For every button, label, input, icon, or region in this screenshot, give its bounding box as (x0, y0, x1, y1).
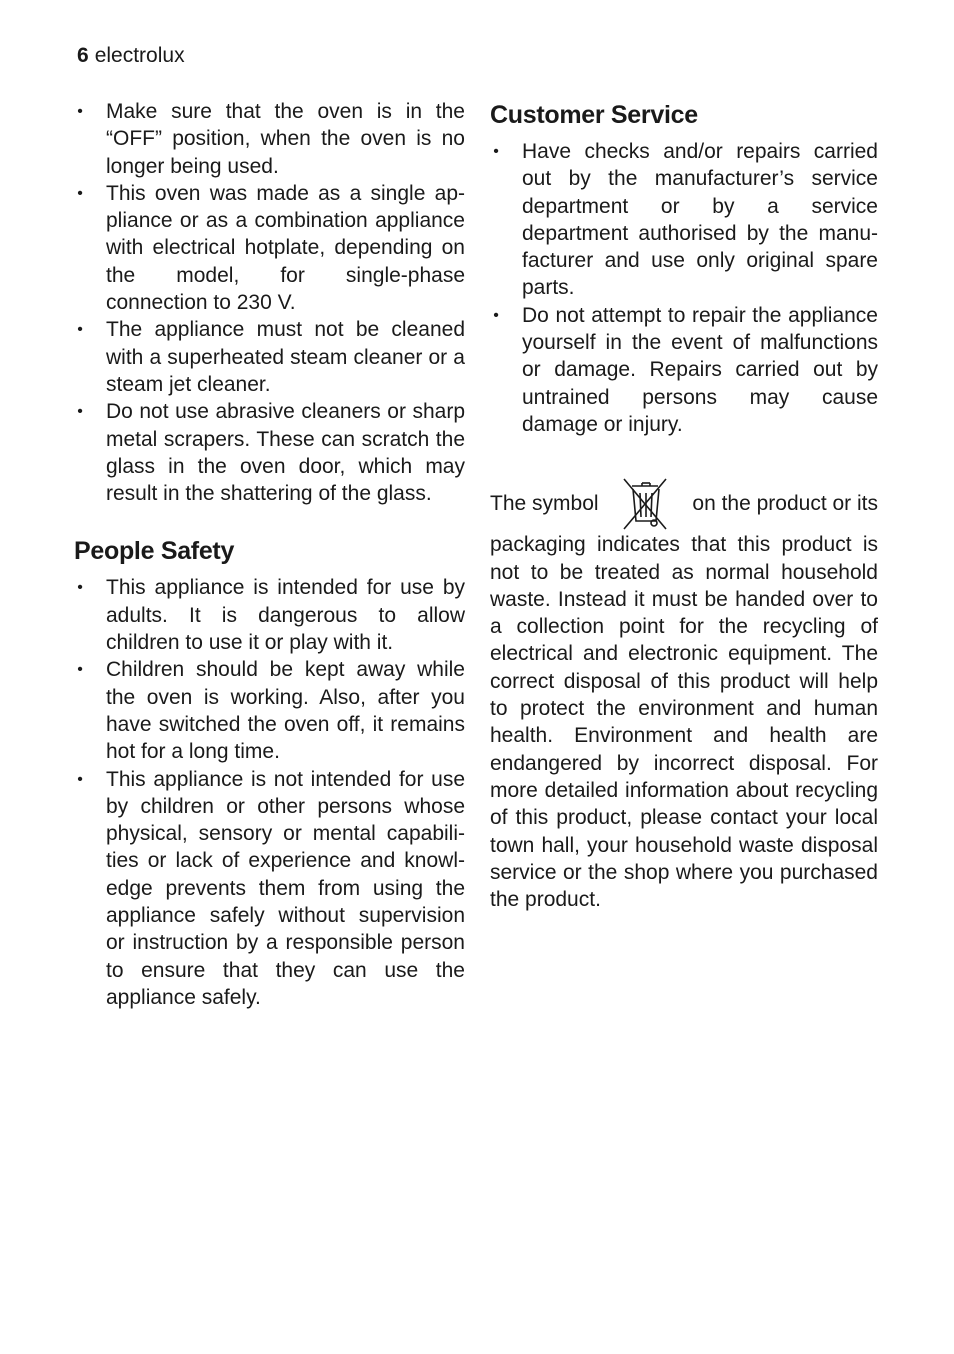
right-column (490, 98, 878, 913)
brand-name: electrolux (94, 44, 185, 67)
symbol-text-after: on the product or its (692, 492, 878, 516)
list-item: • Make sure that the oven is in the “OFF” position, when the oven is no longer being used. (74, 98, 465, 180)
list-item: • Do not attempt to repair the appliance yourself in the event of malfunctions or damage. Repairs carried out by untrained persons may cause damage or injury. (490, 302, 878, 438)
bullet-icon: • (77, 770, 83, 788)
list-item: • This appliance is intended for use by adults. It is dangerous to allow children to use it or play with it. (74, 574, 465, 656)
list-item: • Children should be kept away while the oven is working. Also, after you have switched the oven off, it remains hot for a long time. (74, 656, 465, 765)
bullet-icon: • (493, 306, 499, 324)
bullet-icon: • (77, 103, 83, 120)
list-item: • This oven was made as a single appliance or as a combination appliance with electrical hotplate, depending on the model, for single-phase connection to 230 V. (74, 180, 465, 316)
list-item: • This appliance is not intended for use by children or other persons whose physical, sensory or mental capabilities or lack of experience and knowledge prevents them from using the appliance safely without supervision or instruction by a responsible person to ensure that they can use the appliance safely. (74, 766, 465, 1012)
disposal-symbol-line (490, 477, 878, 531)
bullet-icon: • (77, 579, 83, 597)
customer-service-heading: Customer Service (490, 101, 698, 129)
customer-service-list (490, 138, 878, 438)
page-number: 6 (77, 44, 89, 67)
symbol-text-before: The symbol (490, 492, 599, 516)
people-safety-heading: People Safety (74, 537, 235, 566)
bullet-icon: • (77, 184, 83, 202)
bullet-icon: • (77, 661, 83, 679)
list-item: • The appliance must not be cleaned with a superheated steam cleaner or a steam jet cleaner. (74, 316, 465, 398)
bullet-icon: • (493, 143, 499, 160)
page-header (77, 44, 185, 68)
list-item: • Have checks and/or repairs carried out by the manufacturer’s service department or by a service department authorised by the manufacturer and use only original spare parts. (490, 138, 878, 302)
intro-safety-list (74, 98, 465, 507)
list-item: • Do not use abrasive cleaners or sharp metal scrapers. These can scratch the glass in the oven door, which may result in the shattering of the glass. (74, 398, 465, 507)
people-safety-list (74, 574, 465, 1011)
crossed-out-wheelie-bin-icon (620, 477, 670, 531)
disposal-paragraph: packaging indicates that this product is not to be treated as normal household waste. Instead it must be handed over to a collection point for the recycling of electrical and electronic equipment. The correct disposal of this product will help to protect the environment and human health. Environment and health are endangered by incorrect disposal. For more detailed information about recycling of this product, please contact your local town hall, your household waste disposal service or the shop where you purchased the product. (490, 533, 878, 912)
left-column (74, 98, 465, 1011)
bullet-icon: • (77, 403, 83, 421)
bullet-icon: • (77, 321, 83, 339)
